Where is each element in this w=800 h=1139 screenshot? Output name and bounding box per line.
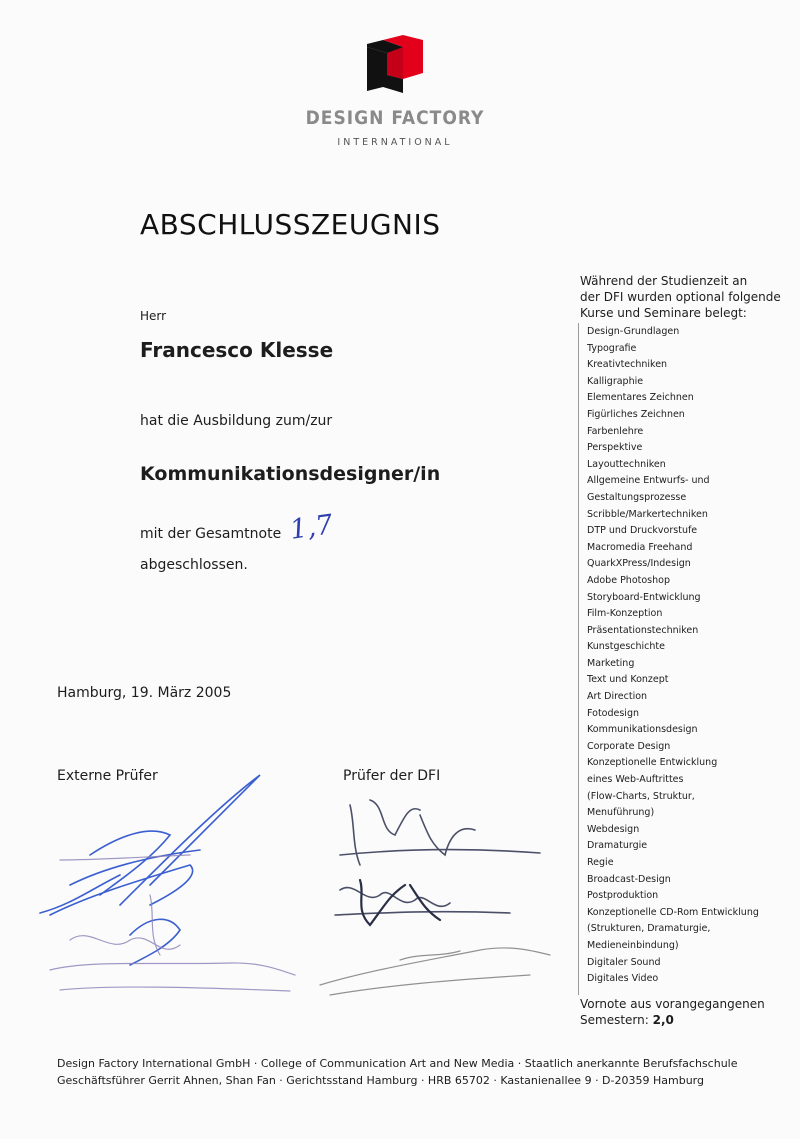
course-list-divider	[578, 323, 579, 995]
course-item: (Strukturen, Dramaturgie,	[587, 923, 711, 935]
course-item: Figürliches Zeichnen	[587, 408, 685, 420]
course-item: Allgemeine Entwurfs- und	[587, 475, 710, 487]
grade-label: mit der Gesamtnote	[140, 526, 282, 542]
courses-intro-line: der DFI wurden optional folgende	[580, 290, 781, 304]
previous-grade-note	[580, 996, 790, 1028]
course-item: Regie	[587, 857, 614, 868]
course-item: Adobe Photoshop	[587, 574, 670, 586]
course-item: Text und Konzept	[587, 674, 669, 686]
course-item: Präsentationstechniken	[587, 624, 699, 636]
course-item: Elementares Zeichnen	[587, 392, 694, 404]
course-item: Digitales Video	[587, 973, 659, 985]
course-item: (Flow-Charts, Struktur,	[587, 790, 695, 802]
brand-subtitle: INTERNATIONAL	[337, 137, 453, 148]
course-item: eines Web-Auftrittes	[587, 774, 684, 786]
course-item: Menuführung)	[587, 807, 655, 819]
brand-name: DESIGN FACTORY	[305, 107, 485, 129]
course-item: Scribble/Markertechniken	[587, 508, 708, 520]
student-name: Francesco Klesse	[140, 338, 334, 362]
course-item: Storyboard-Entwicklung	[587, 591, 701, 603]
previous-grade-label: Semestern:	[580, 1013, 649, 1027]
program-name: Kommunikationsdesigner/in	[140, 463, 441, 485]
course-item: Marketing	[587, 657, 635, 669]
course-item: Broadcast-Design	[587, 873, 671, 885]
previous-grade-text: Vornote aus vorangegangenen	[580, 997, 765, 1011]
courses-intro	[580, 273, 790, 321]
footer-company-line: Design Factory International GmbH · College of Communication Art and New Media · Staatlich anerkannte Berufsfachschule	[57, 1057, 738, 1070]
course-item: Medieneinbindung)	[587, 939, 679, 951]
dfi-examiner-label: Prüfer der DFI	[343, 768, 441, 784]
course-item: Fotodesign	[587, 707, 639, 719]
course-item: Design-Grundlagen	[587, 326, 680, 337]
course-item: Art Direction	[587, 691, 648, 703]
course-item: Webdesign	[587, 823, 640, 835]
course-item: Typografie	[587, 342, 637, 354]
course-item: Kreativtechniken	[587, 359, 668, 371]
course-item: Film-Konzeption	[587, 608, 663, 620]
course-item: Digitaler Sound	[587, 956, 661, 968]
course-item: DTP und Druckvorstufe	[587, 525, 698, 537]
course-list	[587, 324, 759, 988]
course-item: Macromedia Freehand	[587, 541, 693, 553]
salutation: Herr	[140, 309, 167, 323]
previous-grade-value: 2,0	[652, 1013, 674, 1027]
course-item: Corporate Design	[587, 740, 671, 752]
external-examiner-label: Externe Prüfer	[57, 768, 158, 784]
course-item: Kalligraphie	[587, 375, 644, 387]
external-examiner-signature	[30, 765, 310, 1005]
design-factory-logo-icon	[365, 35, 425, 93]
courses-intro-line: Während der Studienzeit an	[580, 274, 748, 288]
course-item: Konzeptionelle Entwicklung	[587, 757, 718, 769]
course-item: QuarkXPress/Indesign	[587, 558, 691, 570]
training-statement: hat die Ausbildung zum/zur	[140, 413, 333, 429]
course-item: Kommunikationsdesign	[587, 724, 698, 736]
dfi-examiner-signature	[310, 785, 560, 1005]
document-title: ABSCHLUSSZEUGNIS	[140, 208, 441, 241]
course-item: Dramaturgie	[587, 840, 648, 852]
place-and-date: Hamburg, 19. März 2005	[57, 685, 232, 701]
courses-intro-line: Kurse und Seminare belegt:	[580, 306, 747, 320]
course-item: Perspektive	[587, 442, 643, 454]
course-item: Layouttechniken	[587, 458, 666, 470]
course-item: Konzeptionelle CD-Rom Entwicklung	[587, 906, 759, 918]
handwritten-grade: 1,7	[288, 509, 335, 546]
course-item: Gestaltungsprozesse	[587, 491, 687, 503]
course-item: Postproduktion	[587, 890, 659, 902]
course-item: Farbenlehre	[587, 425, 644, 437]
footer-address-line: Geschäftsführer Gerrit Ahnen, Shan Fan · Gerichtsstand Hamburg · HRB 65702 · Kastanienallee 9 · D-20359 Hamburg	[57, 1074, 704, 1087]
course-item: Kunstgeschichte	[587, 641, 665, 653]
completion-statement: abgeschlossen.	[140, 557, 248, 573]
